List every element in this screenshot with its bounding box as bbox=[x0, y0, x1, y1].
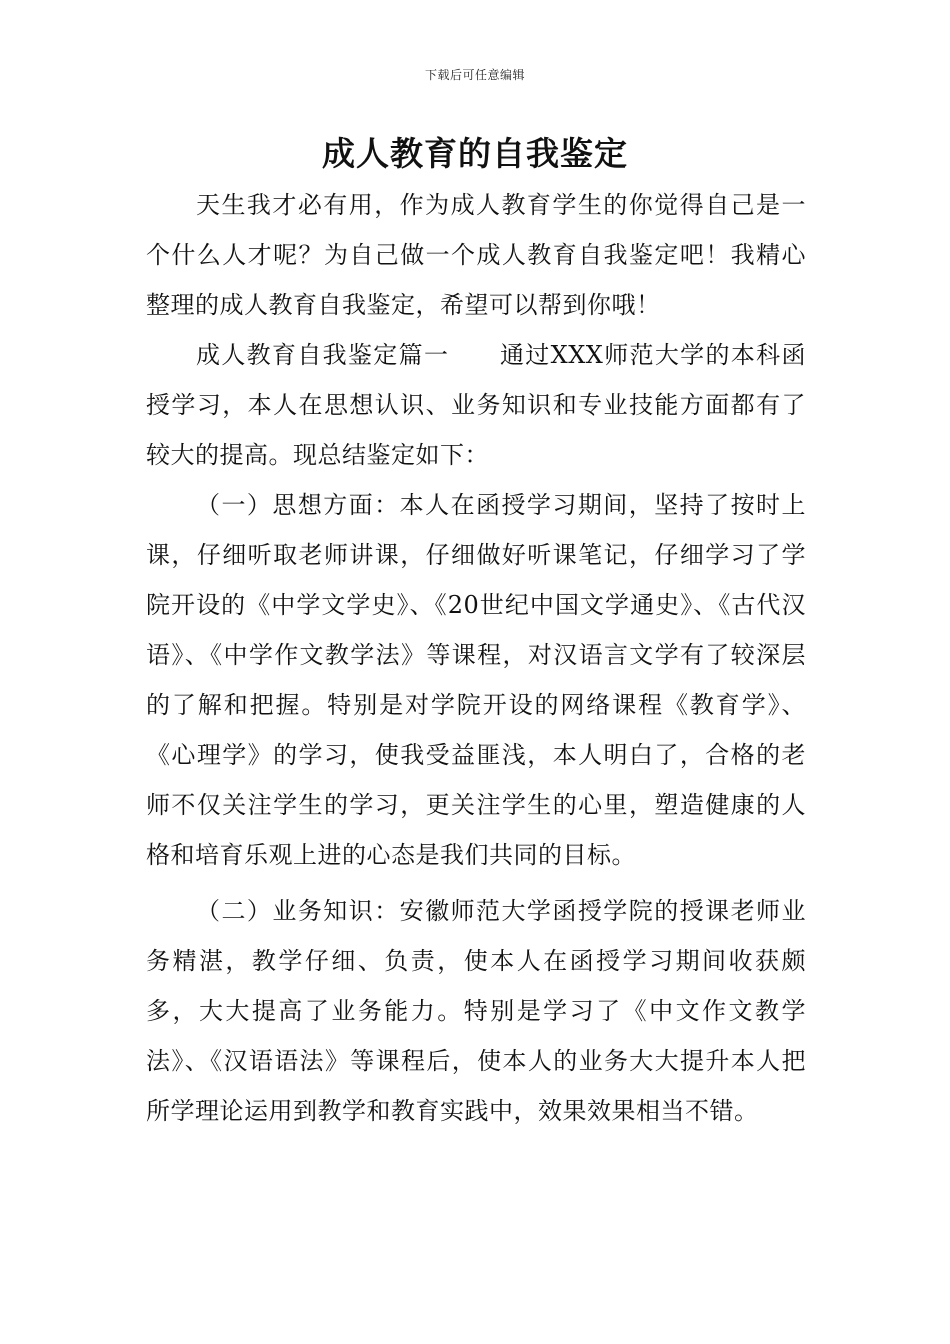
business-knowledge-paragraph: （二）业务知识：安徽师范大学函授学院的授课老师业务精湛，教学仔细、负责，使本人在函授学习期间收获颇多，大大提高了业务能力。特别是学习了《中文作文教学法》、《汉语语法》等课程后，使本人的业务大大提升本人把所学理论运用到教学和教育实践中，效果效果相当不错。 bbox=[146, 897, 806, 1125]
section-one-paragraph: 成人教育自我鉴定篇一 通过XXX师范大学的本科函授学习，本人在思想认识、业务知识和专业技能方面都有了较大的提高。现总结鉴定如下： bbox=[146, 341, 806, 469]
document-body bbox=[146, 180, 806, 1136]
intro-paragraph: 天生我才必有用，作为成人教育学生的你觉得自己是一个什么人才呢？为自己做一个成人教育自我鉴定吧！我精心整理的成人教育自我鉴定，希望可以帮到你哦！ bbox=[146, 191, 806, 319]
document-title: 成人教育的自我鉴定 bbox=[322, 134, 628, 173]
ideology-paragraph: （一）思想方面：本人在函授学习期间，坚持了按时上课，仔细听取老师讲课，仔细做好听课笔记，仔细学习了学院开设的《中学文学史》、《20世纪中国文学通史》、《古代汉语》、《中学作文教学法》等课程，对汉语言文学有了较深层的了解和把握。特别是对学院开设的网络课程《教育学》、《心理学》的学习，使我受益匪浅，本人明白了，合格的老师不仅关注学生的学习，更关注学生的心里，塑造健康的人格和培育乐观上进的心态是我们共同的目标。 bbox=[146, 491, 806, 869]
header-note: 下载后可任意编辑 bbox=[424, 68, 525, 82]
